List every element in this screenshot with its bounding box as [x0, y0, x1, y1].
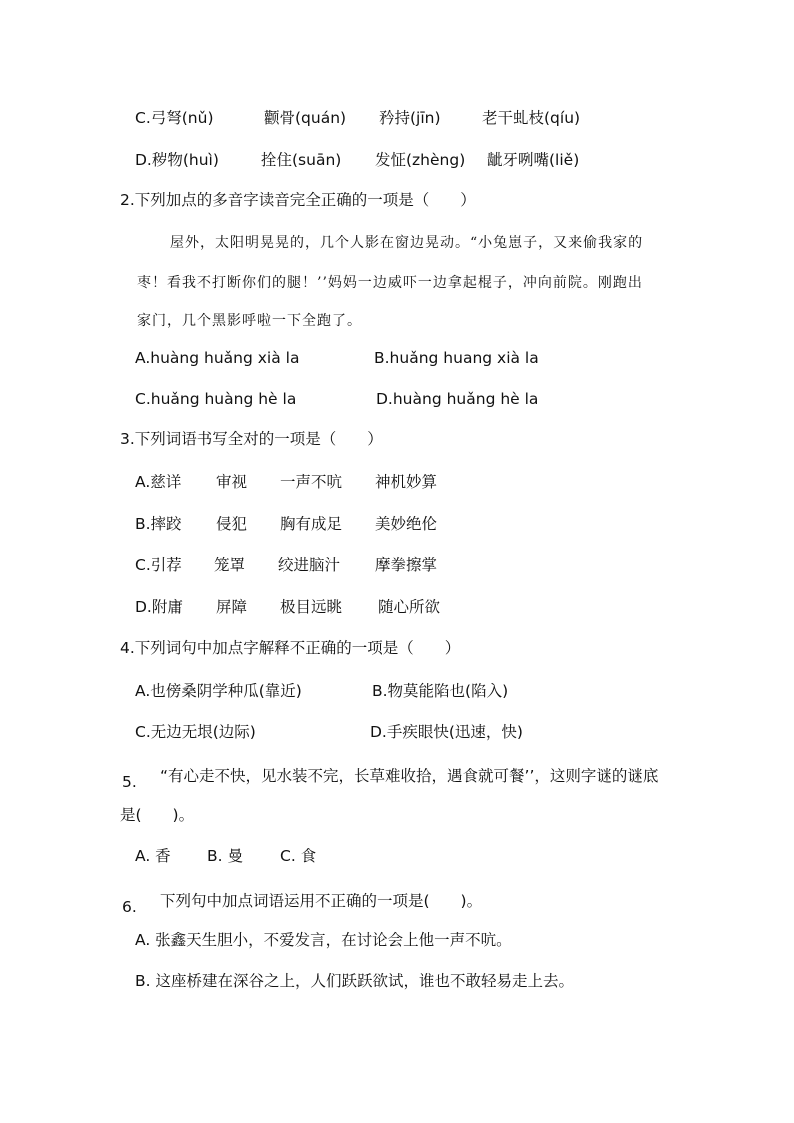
q2-passage-line-2: 枣！看我不打断你们的腿！’’妈妈一边威吓一边拿起棍子，冲向前院。刚跑出: [137, 275, 643, 291]
q5-option-a: A. 香: [135, 847, 171, 865]
q5-option-c: C. 食: [280, 847, 317, 865]
q2-option-c: C.huǎng huàng hè la: [135, 390, 297, 408]
q2-passage-line-1: 屋外，太阳明晃晃的，几个人影在窗边晃动。“小兔崽子，又来偷我家的: [170, 235, 644, 251]
q4-option-b: B.物莫能陷也(陷入): [372, 682, 509, 700]
q4-option-a: A.也傍桑阴学种瓜(靠近): [135, 682, 302, 700]
q2-option-a: A.huàng huǎng xià la: [135, 349, 300, 367]
q3-a-word-3: 一声不吭: [280, 473, 343, 491]
q2-option-b: B.huǎng huang xià la: [374, 349, 539, 367]
q3-a-word-4: 神机妙算: [375, 473, 438, 491]
q1-option-c-label: C.弓弩(nǔ): [135, 109, 214, 127]
q6-option-a: A. 张鑫天生胆小，不爱发言，在讨论会上他一声不吭。: [135, 931, 512, 949]
q3-stem: 3.下列词语书写全对的一项是（ ）: [120, 430, 383, 448]
q6-stem: 下列句中加点词语运用不正确的一项是( )。: [160, 892, 483, 910]
q3-a-word-1: A.慈详: [135, 473, 182, 491]
q3-b-word-4: 美妙绝伦: [375, 515, 438, 533]
q3-b-word-3: 胸有成足: [280, 515, 343, 533]
q3-d-word-4: 随心所欲: [378, 598, 441, 616]
q2-stem: 2.下列加点的多音字读音完全正确的一项是（ ）: [120, 191, 476, 209]
q3-d-word-2: 屏障: [216, 598, 248, 616]
q1-option-d-word-2: 发怔(zhèng): [375, 151, 466, 169]
q3-a-word-2: 审视: [216, 473, 248, 491]
q4-option-c: C.无边无垠(边际): [135, 723, 256, 741]
q1-option-d-word-1: 拴住(suān): [261, 151, 342, 169]
q1-option-c-word-2: 矜持(jīn): [379, 109, 441, 127]
q1-option-c-word-3: 老干虬枝(qíu): [482, 109, 581, 127]
q2-option-d: D.huàng huǎng hè la: [376, 390, 539, 408]
q4-option-d: D.手疾眼快(迅速，快): [370, 723, 523, 741]
q3-c-word-4: 摩拳擦掌: [375, 556, 438, 574]
q1-option-d-word-3: 龇牙咧嘴(liě): [487, 151, 580, 169]
q3-c-word-2: 笼罩: [214, 556, 246, 574]
q1-option-d-label: D.秽物(huì): [135, 151, 219, 169]
q5-line-2: 是( )。: [120, 806, 195, 824]
q2-passage-line-3: 家门，几个黑影呼啦一下全跑了。: [137, 313, 362, 329]
q6-option-b: B. 这座桥建在深谷之上，人们跃跃欲试，谁也不敢轻易走上去。: [135, 972, 574, 990]
q3-b-word-1: B.摔跤: [135, 515, 182, 533]
q4-stem: 4.下列词句中加点字解释不正确的一项是（ ）: [120, 639, 461, 657]
q3-d-word-1: D.附庸: [135, 598, 183, 616]
q3-c-word-1: C.引荐: [135, 556, 182, 574]
q1-option-c-word-1: 颧骨(quán): [264, 109, 347, 127]
q5-option-b: B. 曼: [207, 847, 243, 865]
q3-c-word-3: 绞进脑汁: [278, 556, 341, 574]
q5-number: 5.: [122, 773, 137, 791]
q5-line-1: “有心走不快，见水装不完，长草难收拾，遇食就可餐’’，这则字谜的谜底: [160, 767, 659, 785]
q6-number: 6.: [122, 898, 137, 916]
q3-d-word-3: 极目远眺: [280, 598, 343, 616]
q3-b-word-2: 侵犯: [216, 515, 248, 533]
